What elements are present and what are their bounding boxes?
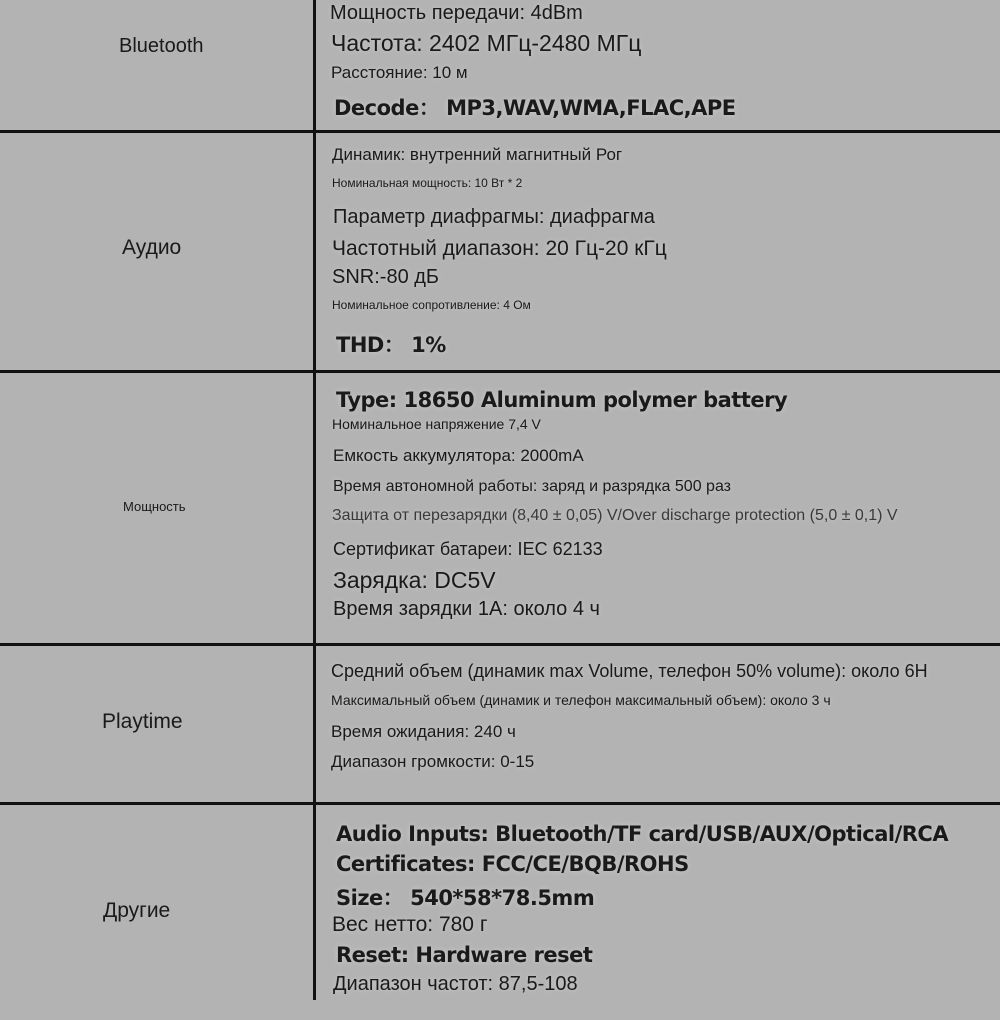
spec-line: Максимальный объем (динамик и телефон максимальный объем): около 3 ч xyxy=(331,692,831,708)
spec-line: Расстояние: 10 м xyxy=(331,63,468,82)
spec-line: Сертификат батареи: IEC 62133 xyxy=(333,539,603,559)
row-label-cell xyxy=(0,0,313,92)
row-label: Аудио xyxy=(122,235,182,259)
row-label: Мощность xyxy=(123,498,186,514)
spec-line: Мощность передачи: 4dBm xyxy=(330,2,583,24)
spec-line: Диапазон громкости: 0-15 xyxy=(331,752,535,771)
spec-line: Reset: Hardware reset xyxy=(336,943,593,967)
row-label-cell xyxy=(0,130,313,365)
row-label: Playtime xyxy=(102,709,183,733)
spec-line: Certificates: FCC/CE/BQB/ROHS xyxy=(336,852,689,876)
spec-line: Audio Inputs: Bluetooth/TF card/USB/AUX/Optical/RCA xyxy=(336,822,949,846)
spec-row-power xyxy=(0,370,1000,646)
row-label-cell xyxy=(0,370,313,642)
row-label: Bluetooth xyxy=(119,34,204,57)
spec-row-playtime xyxy=(0,643,1000,805)
spec-row-bluetooth xyxy=(0,0,1000,133)
spec-line: Номинальное сопротивление: 4 Ом xyxy=(332,298,531,312)
spec-line: Емкость аккумулятора: 2000mA xyxy=(333,446,584,465)
spec-line: Защита от перезарядки (8,40 ± 0,05) V/Over discharge protection (5,0 ± 0,1) V xyxy=(332,507,898,524)
spec-line: THD： 1% xyxy=(336,333,446,357)
spec-line: Время ожидания: 240 ч xyxy=(331,722,516,741)
row-label-cell xyxy=(0,643,313,800)
spec-line: Type: 18650 Aluminum polymer battery xyxy=(336,388,788,412)
spec-line: Время автономной работы: заряд и разрядка 500 раз xyxy=(333,478,731,495)
spec-line: Номинальное напряжение 7,4 V xyxy=(332,416,541,432)
spec-row-other xyxy=(0,802,1000,1000)
row-label: Другие xyxy=(103,899,171,922)
row-label-cell xyxy=(0,802,313,1020)
spec-line: Size： 540*58*78.5mm xyxy=(336,886,595,910)
column-divider xyxy=(313,0,316,1000)
spec-line: Частота: 2402 МГц-2480 МГц xyxy=(331,30,642,56)
spec-line: Номинальная мощность: 10 Вт * 2 xyxy=(332,176,523,190)
spec-line: Параметр диафрагмы: диафрагма xyxy=(333,206,655,228)
spec-line: Вес нетто: 780 г xyxy=(332,913,488,936)
spec-line: Зарядка: DC5V xyxy=(333,567,496,593)
spec-line: Время зарядки 1А: около 4 ч xyxy=(333,598,600,620)
spec-row-audio xyxy=(0,130,1000,373)
spec-line: Decode： MP3,WAV,WMA,FLAC,APE xyxy=(334,96,736,120)
spec-line: Диапазон частот: 87,5-108 xyxy=(333,973,578,995)
spec-line: Динамик: внутренний магнитный Рог xyxy=(332,145,623,164)
spec-line: Частотный диапазон: 20 Гц-20 кГц xyxy=(332,237,667,260)
spec-line: Средний объем (динамик max Volume, телефон 50% volume): около 6H xyxy=(331,661,928,681)
spec-line: SNR:-80 дБ xyxy=(332,266,440,288)
